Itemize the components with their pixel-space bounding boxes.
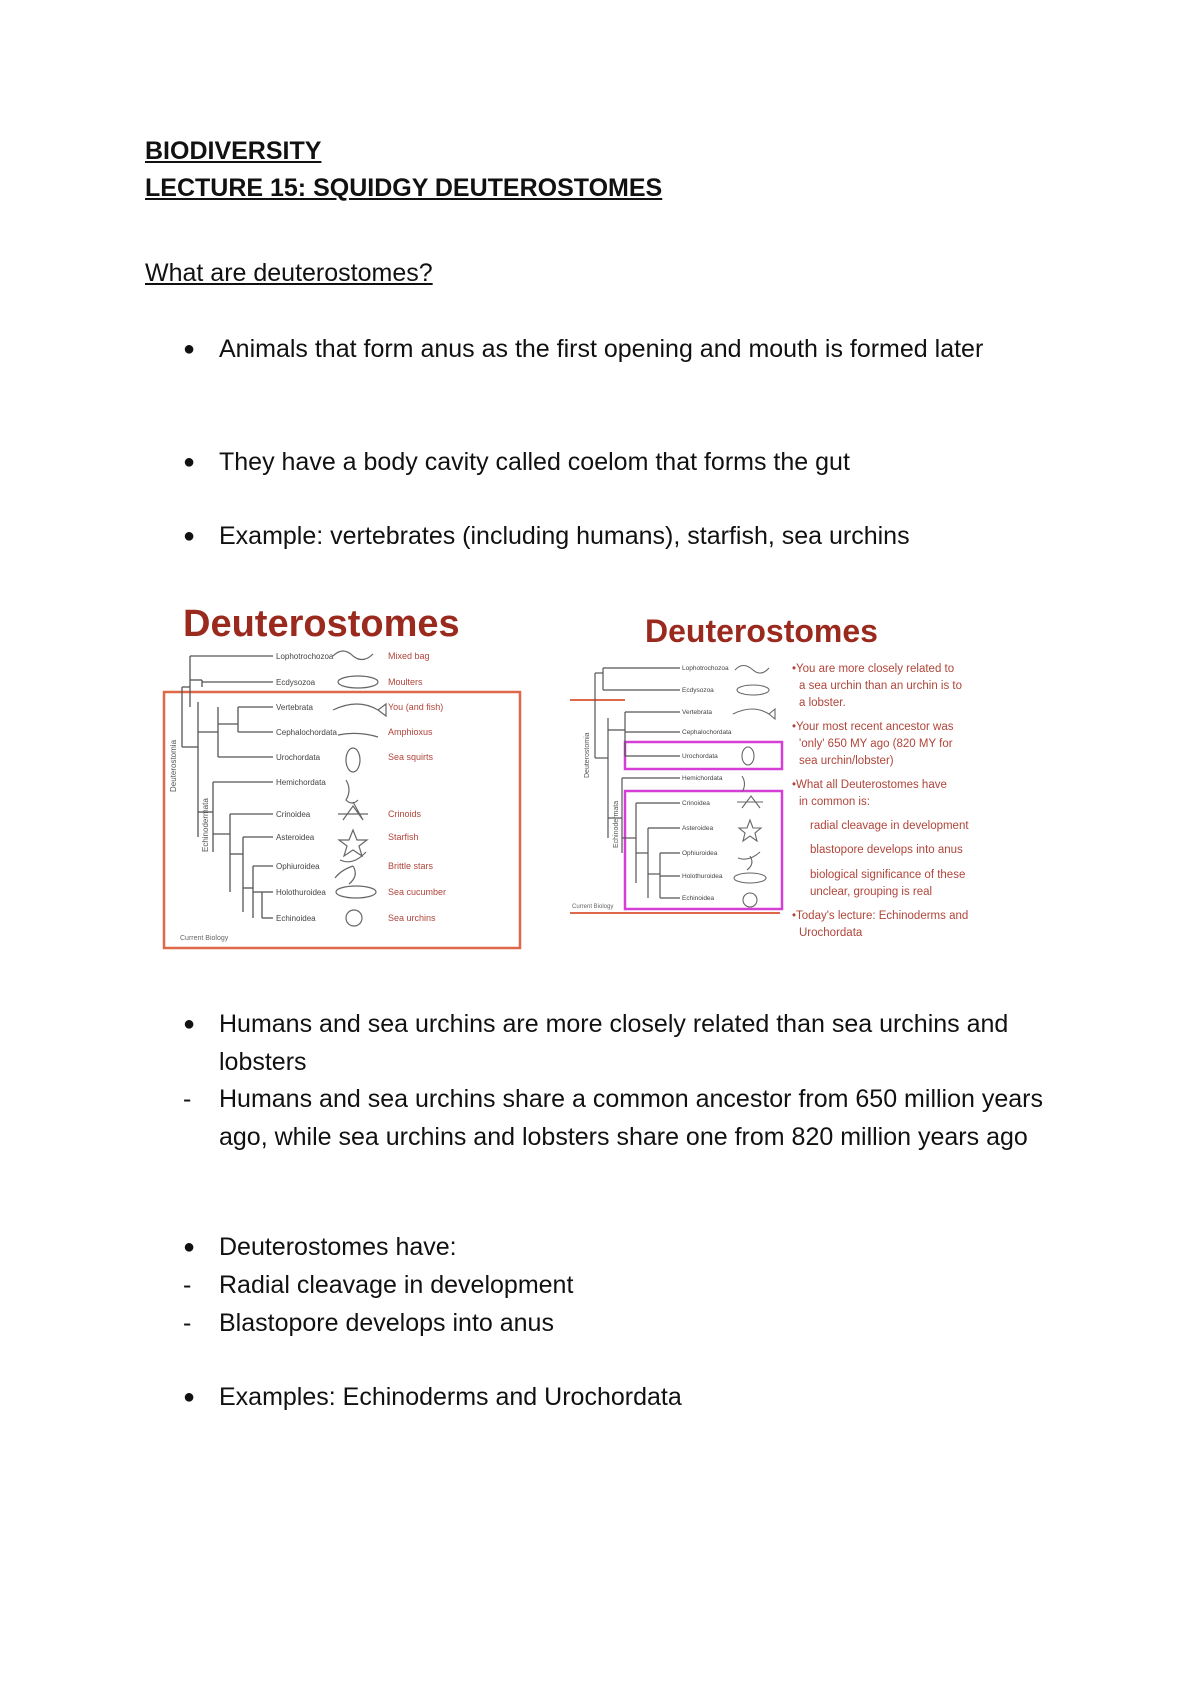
note-line: blastopore develops into anus bbox=[810, 844, 963, 856]
taxon-label: Vertebrata bbox=[682, 709, 712, 716]
clade-label-echinodermata: Echinodermata bbox=[201, 798, 210, 852]
bullet-icon: ● bbox=[183, 451, 196, 473]
fish-icon bbox=[333, 704, 386, 716]
sea-urchin-icon bbox=[346, 910, 362, 926]
list-item bbox=[183, 1006, 1083, 1081]
dash-marker: - bbox=[183, 1271, 192, 1299]
note-line: sea urchin/lobster) bbox=[799, 755, 894, 767]
taxon-label: Cephalochordata bbox=[682, 729, 732, 736]
taxon-label: Lophotrochozoa bbox=[276, 652, 334, 661]
bullet-icon: ● bbox=[183, 525, 196, 547]
brittle-star-icon bbox=[738, 852, 760, 870]
worm-icon bbox=[735, 666, 769, 674]
list-item-text: Humans and sea urchins share a common ancestor from 650 million years ago, while sea urchins and lobsters share one from 820 million years ago bbox=[219, 1085, 1043, 1151]
bullet-icon: ● bbox=[183, 338, 196, 360]
bullet-icon: ● bbox=[183, 1236, 196, 1258]
list-item-text: Deuterostomes have: bbox=[219, 1233, 457, 1261]
crab-icon bbox=[338, 676, 378, 688]
common-name: You (and fish) bbox=[388, 702, 444, 712]
list-item bbox=[183, 1267, 1083, 1305]
acorn-worm-icon bbox=[346, 780, 358, 803]
taxon-label: Holothuroidea bbox=[682, 873, 723, 880]
note-line: •What all Deuterostomes have bbox=[792, 779, 947, 791]
figure-source: Current Biology bbox=[572, 904, 614, 910]
figure-source: Current Biology bbox=[180, 935, 229, 942]
bullet-icon: ● bbox=[183, 1386, 196, 1408]
list-item-text: Example: vertebrates (including humans), starfish, sea urchins bbox=[219, 522, 910, 550]
list-item bbox=[183, 331, 1083, 369]
common-name: Sea squirts bbox=[388, 752, 434, 762]
taxon-label: Urochordata bbox=[682, 753, 718, 760]
sea-cucumber-icon bbox=[336, 886, 376, 898]
crinoid-icon bbox=[338, 802, 368, 820]
list-item-text: Humans and sea urchins are more closely related than sea urchins and lobsters bbox=[219, 1010, 1009, 1076]
taxon-label: Ophiuroidea bbox=[682, 850, 718, 857]
figure-title: Deuterostomes bbox=[183, 603, 460, 645]
taxon-label: Hemichordata bbox=[682, 775, 723, 782]
note-line: •You are more closely related to bbox=[792, 663, 955, 675]
taxon-label: Ophiuroidea bbox=[276, 862, 320, 871]
taxon-label: Hemichordata bbox=[276, 778, 326, 787]
lecture-title: LECTURE 15: SQUIDGY DEUTEROSTOMES bbox=[145, 174, 663, 202]
common-name: Brittle stars bbox=[388, 861, 434, 871]
taxon-label: Crinoidea bbox=[682, 800, 710, 807]
amphioxus-icon bbox=[338, 733, 378, 737]
sea-cucumber-icon bbox=[734, 873, 766, 883]
dash-marker: - bbox=[183, 1309, 192, 1337]
common-name: Mixed bag bbox=[388, 651, 430, 661]
taxon-label: Urochordata bbox=[276, 753, 321, 762]
note-line: unclear, grouping is real bbox=[810, 886, 933, 898]
common-name: Amphioxus bbox=[388, 727, 433, 737]
document-title: BIODIVERSITY bbox=[145, 137, 322, 165]
taxon-label: Crinoidea bbox=[276, 810, 311, 819]
taxon-label: Holothuroidea bbox=[276, 888, 326, 897]
list-item-text: Examples: Echinoderms and Urochordata bbox=[219, 1383, 682, 1411]
list-item bbox=[183, 1081, 1083, 1156]
taxon-label: Echinoidea bbox=[682, 895, 715, 902]
section-heading: What are deuterostomes? bbox=[145, 259, 433, 287]
note-line: 'only' 650 MY ago (820 MY for bbox=[799, 738, 953, 750]
note-line: a sea urchin than an urchin is to bbox=[799, 680, 963, 692]
brittle-star-icon bbox=[335, 852, 366, 884]
dash-marker: - bbox=[183, 1085, 192, 1113]
clade-label-echinodermata: Echinodermata bbox=[613, 800, 620, 848]
common-name: Moulters bbox=[388, 677, 423, 687]
fish-icon bbox=[733, 709, 775, 719]
taxon-label: Asteroidea bbox=[276, 833, 315, 842]
note-line: in common is: bbox=[799, 796, 870, 808]
cladogram-tree bbox=[595, 668, 680, 898]
list-item-text: Animals that form anus as the first opening and mouth is formed later bbox=[219, 335, 984, 363]
common-name: Starfish bbox=[388, 832, 419, 842]
list-item bbox=[183, 518, 1083, 556]
common-name: Sea urchins bbox=[388, 913, 436, 923]
taxon-label: Lophotrochozoa bbox=[682, 665, 729, 672]
taxon-label: Ecdysozoa bbox=[276, 678, 316, 687]
clade-label-deuterostomia: Deuterostomia bbox=[584, 732, 591, 778]
starfish-icon bbox=[339, 830, 367, 856]
list-item bbox=[183, 1229, 1083, 1267]
taxon-label: Asteroidea bbox=[682, 825, 714, 832]
list-item-text: Radial cleavage in development bbox=[219, 1271, 574, 1299]
common-name: Sea cucumber bbox=[388, 887, 447, 897]
list-item bbox=[183, 1379, 1083, 1417]
list-item bbox=[183, 1305, 1083, 1343]
animal-drawings bbox=[733, 666, 775, 908]
acorn-worm-icon bbox=[742, 776, 745, 792]
bullet-icon: ● bbox=[183, 1013, 196, 1035]
sea-squirt-icon bbox=[346, 748, 360, 772]
clade-label-deuterostomia: Deuterostomia bbox=[169, 739, 178, 792]
crab-icon bbox=[737, 685, 769, 695]
starfish-icon bbox=[739, 820, 761, 841]
note-line: a lobster. bbox=[799, 697, 846, 709]
list-item-text: Blastopore develops into anus bbox=[219, 1309, 554, 1337]
sea-squirt-icon bbox=[742, 747, 754, 765]
list-item-text: They have a body cavity called coelom that forms the gut bbox=[219, 448, 850, 476]
list-item bbox=[183, 444, 1083, 482]
note-line: biological significance of these bbox=[810, 869, 966, 881]
figure-title: Deuterostomes bbox=[645, 613, 878, 649]
worm-icon bbox=[333, 651, 373, 660]
taxon-label: Echinoidea bbox=[276, 914, 316, 923]
common-name: Crinoids bbox=[388, 809, 422, 819]
note-line: •Today's lecture: Echinoderms and bbox=[792, 910, 969, 922]
lecture-notes bbox=[792, 663, 969, 939]
taxon-label: Vertebrata bbox=[276, 703, 313, 712]
taxa-labels bbox=[682, 665, 732, 902]
sea-urchin-icon bbox=[743, 893, 757, 907]
phylogeny-figure-right bbox=[570, 608, 1010, 953]
note-line: Urochordata bbox=[799, 927, 863, 939]
taxon-label: Cephalochordata bbox=[276, 728, 337, 737]
note-line: radial cleavage in development bbox=[810, 820, 969, 832]
note-line: •Your most recent ancestor was bbox=[792, 721, 954, 733]
crinoid-icon bbox=[737, 796, 763, 808]
cladogram-tree bbox=[182, 656, 273, 918]
taxon-label: Ecdysozoa bbox=[682, 687, 714, 694]
phylogeny-figure-left bbox=[158, 592, 528, 962]
